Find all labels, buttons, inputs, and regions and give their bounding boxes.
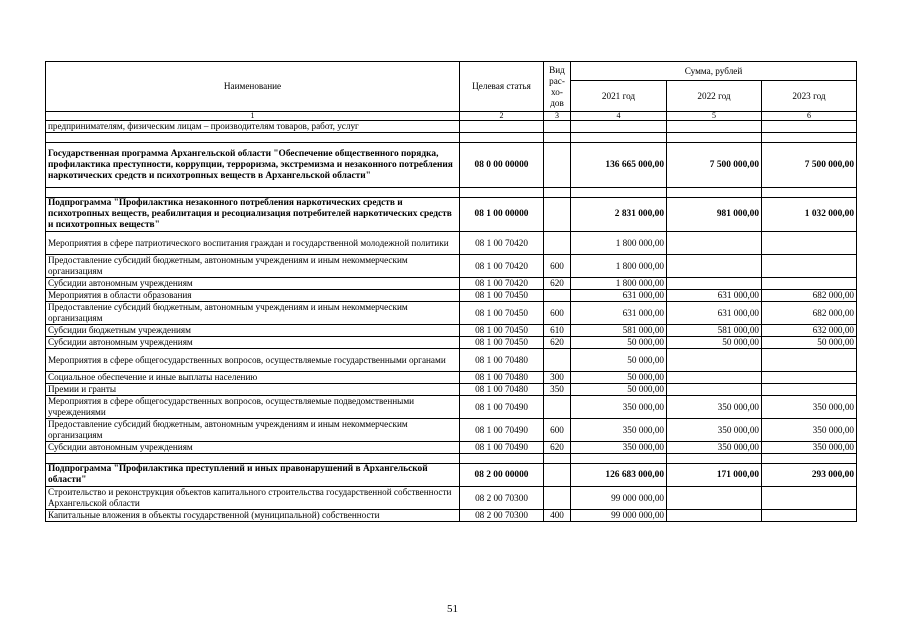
row-amount-2021: 350 000,00 bbox=[571, 442, 667, 454]
row-name: Премии и гранты bbox=[46, 384, 460, 396]
row-amount-2023: 7 500 000,00 bbox=[762, 143, 857, 188]
row-expense-type: 400 bbox=[544, 510, 571, 522]
column-number: 6 bbox=[762, 112, 857, 121]
row-expense-type bbox=[544, 143, 571, 188]
row-amount-2023: 350 000,00 bbox=[762, 442, 857, 454]
row-expense-type bbox=[544, 232, 571, 255]
row-expense-type: 600 bbox=[544, 302, 571, 325]
row-amount-2021: 1 800 000,00 bbox=[571, 255, 667, 278]
row-amount-2021: 50 000,00 bbox=[571, 372, 667, 384]
page-number: 51 bbox=[447, 603, 458, 615]
row-amount-2023: 50 000,00 bbox=[762, 337, 857, 349]
row-expense-type: 600 bbox=[544, 255, 571, 278]
row-amount-2021: 631 000,00 bbox=[571, 302, 667, 325]
row-amount-2021: 126 683 000,00 bbox=[571, 464, 667, 487]
row-target-article bbox=[460, 133, 544, 143]
row-amount-2022 bbox=[667, 278, 762, 290]
row-target-article: 08 1 00 70480 bbox=[460, 349, 544, 372]
row-name: предпринимателям, физическим лицам – производителям товаров, работ, услуг bbox=[46, 121, 460, 133]
row-amount-2021: 99 000 000,00 bbox=[571, 510, 667, 522]
row-target-article: 08 1 00 70490 bbox=[460, 419, 544, 442]
table-row bbox=[46, 198, 857, 232]
row-amount-2021: 350 000,00 bbox=[571, 396, 667, 419]
row-amount-2022: 171 000,00 bbox=[667, 464, 762, 487]
row-name bbox=[46, 133, 460, 143]
row-target-article bbox=[460, 188, 544, 198]
row-amount-2022: 631 000,00 bbox=[667, 290, 762, 302]
column-number: 4 bbox=[571, 112, 667, 121]
header-target: Целевая статья bbox=[460, 62, 544, 112]
row-expense-type: 610 bbox=[544, 325, 571, 337]
row-name: Государственная программа Архангельской области "Обеспечение общественного порядка, профилактика преступности, коррупции, терроризма, экстремизма и незаконного потребления наркотических средств и психотропных веществ в Архангельской области" bbox=[46, 143, 460, 188]
table-row bbox=[46, 396, 857, 419]
row-name: Строительство и реконструкция объектов капитального строительства государственной собственности Архангельской области bbox=[46, 487, 460, 510]
row-amount-2022 bbox=[667, 121, 762, 133]
row-amount-2023 bbox=[762, 232, 857, 255]
table-row bbox=[46, 143, 857, 188]
row-expense-type bbox=[544, 121, 571, 133]
row-target-article: 08 1 00 70450 bbox=[460, 302, 544, 325]
column-number: 2 bbox=[460, 112, 544, 121]
row-expense-type bbox=[544, 133, 571, 143]
row-target-article: 08 1 00 70420 bbox=[460, 255, 544, 278]
header-year-2021: 2021 год bbox=[571, 81, 667, 112]
table-row bbox=[46, 419, 857, 442]
table-row bbox=[46, 255, 857, 278]
table-row bbox=[46, 349, 857, 372]
table-row bbox=[46, 302, 857, 325]
row-amount-2023: 682 000,00 bbox=[762, 302, 857, 325]
row-amount-2023: 350 000,00 bbox=[762, 396, 857, 419]
header-name: Наименование bbox=[46, 62, 460, 112]
table-row bbox=[46, 464, 857, 487]
row-target-article: 08 1 00 70420 bbox=[460, 278, 544, 290]
row-amount-2023 bbox=[762, 487, 857, 510]
row-amount-2021 bbox=[571, 121, 667, 133]
row-amount-2021: 2 831 000,00 bbox=[571, 198, 667, 232]
row-expense-type: 620 bbox=[544, 442, 571, 454]
row-target-article: 08 1 00 70490 bbox=[460, 442, 544, 454]
row-name bbox=[46, 188, 460, 198]
column-number: 3 bbox=[544, 112, 571, 121]
row-amount-2021: 350 000,00 bbox=[571, 419, 667, 442]
row-amount-2023 bbox=[762, 510, 857, 522]
row-amount-2022 bbox=[667, 232, 762, 255]
row-amount-2023 bbox=[762, 121, 857, 133]
row-amount-2022 bbox=[667, 454, 762, 464]
row-target-article: 08 0 00 00000 bbox=[460, 143, 544, 188]
row-name: Социальное обеспечение и иные выплаты населению bbox=[46, 372, 460, 384]
row-amount-2023 bbox=[762, 188, 857, 198]
table-row bbox=[46, 133, 857, 143]
row-amount-2023 bbox=[762, 454, 857, 464]
row-amount-2022: 631 000,00 bbox=[667, 302, 762, 325]
row-amount-2022 bbox=[667, 384, 762, 396]
row-amount-2022: 350 000,00 bbox=[667, 442, 762, 454]
row-amount-2022: 581 000,00 bbox=[667, 325, 762, 337]
row-target-article: 08 1 00 70480 bbox=[460, 372, 544, 384]
row-name: Подпрограмма "Профилактика незаконного потребления наркотических средств и психотропных веществ, реабилитация и ресоциализация потребителей наркотических средств и психотропных веществ" bbox=[46, 198, 460, 232]
row-amount-2021: 99 000 000,00 bbox=[571, 487, 667, 510]
row-amount-2022 bbox=[667, 255, 762, 278]
row-amount-2023 bbox=[762, 372, 857, 384]
budget-table bbox=[45, 61, 857, 522]
row-expense-type bbox=[544, 464, 571, 487]
row-amount-2022: 7 500 000,00 bbox=[667, 143, 762, 188]
row-target-article: 08 1 00 70450 bbox=[460, 290, 544, 302]
table-row bbox=[46, 325, 857, 337]
row-name: Субсидии бюджетным учреждениям bbox=[46, 325, 460, 337]
table-row bbox=[46, 290, 857, 302]
row-amount-2023 bbox=[762, 349, 857, 372]
row-amount-2023 bbox=[762, 133, 857, 143]
row-amount-2022 bbox=[667, 372, 762, 384]
row-name: Предоставление субсидий бюджетным, автономным учреждениям и иным некоммерческим организациям bbox=[46, 255, 460, 278]
header-vid: Вид рас-хо-дов bbox=[544, 62, 571, 112]
row-amount-2021: 631 000,00 bbox=[571, 290, 667, 302]
row-amount-2022 bbox=[667, 349, 762, 372]
table-row bbox=[46, 487, 857, 510]
table-row bbox=[46, 372, 857, 384]
row-name: Предоставление субсидий бюджетным, автономным учреждениям и иным некоммерческим организациям bbox=[46, 302, 460, 325]
row-amount-2023: 682 000,00 bbox=[762, 290, 857, 302]
row-expense-type: 620 bbox=[544, 278, 571, 290]
table-row bbox=[46, 384, 857, 396]
table-row bbox=[46, 232, 857, 255]
row-amount-2022: 350 000,00 bbox=[667, 419, 762, 442]
row-amount-2022: 350 000,00 bbox=[667, 396, 762, 419]
row-amount-2021: 1 800 000,00 bbox=[571, 278, 667, 290]
row-target-article: 08 1 00 00000 bbox=[460, 198, 544, 232]
row-expense-type: 620 bbox=[544, 337, 571, 349]
row-amount-2023: 350 000,00 bbox=[762, 419, 857, 442]
row-amount-2022 bbox=[667, 188, 762, 198]
row-expense-type bbox=[544, 290, 571, 302]
row-name: Капитальные вложения в объекты государственной (муниципальной) собственности bbox=[46, 510, 460, 522]
table-row bbox=[46, 188, 857, 198]
row-amount-2023: 293 000,00 bbox=[762, 464, 857, 487]
row-name: Мероприятия в сфере общегосударственных вопросов, осуществляемые государственными органами bbox=[46, 349, 460, 372]
row-expense-type: 300 bbox=[544, 372, 571, 384]
row-target-article: 08 1 00 70420 bbox=[460, 232, 544, 255]
row-expense-type bbox=[544, 188, 571, 198]
row-expense-type bbox=[544, 487, 571, 510]
row-amount-2022 bbox=[667, 133, 762, 143]
row-amount-2021: 50 000,00 bbox=[571, 337, 667, 349]
row-expense-type: 600 bbox=[544, 419, 571, 442]
row-target-article bbox=[460, 454, 544, 464]
row-name: Мероприятия в сфере общегосударственных вопросов, осуществляемые подведомственными учреждениями bbox=[46, 396, 460, 419]
column-number: 1 bbox=[46, 112, 460, 121]
row-expense-type bbox=[544, 349, 571, 372]
row-name: Субсидии автономным учреждениям bbox=[46, 278, 460, 290]
row-target-article bbox=[460, 121, 544, 133]
row-amount-2021 bbox=[571, 133, 667, 143]
header-sum: Сумма, рублей bbox=[571, 62, 857, 81]
header-year-2023: 2023 год bbox=[762, 81, 857, 112]
row-name: Субсидии автономным учреждениям bbox=[46, 337, 460, 349]
table-row bbox=[46, 510, 857, 522]
row-amount-2021 bbox=[571, 188, 667, 198]
table-row bbox=[46, 121, 857, 133]
row-name: Подпрограмма "Профилактика преступлений и иных правонарушений в Архангельской области" bbox=[46, 464, 460, 487]
row-amount-2023: 1 032 000,00 bbox=[762, 198, 857, 232]
row-target-article: 08 2 00 70300 bbox=[460, 487, 544, 510]
row-target-article: 08 1 00 70450 bbox=[460, 325, 544, 337]
row-amount-2021: 1 800 000,00 bbox=[571, 232, 667, 255]
row-expense-type: 350 bbox=[544, 384, 571, 396]
row-name: Субсидии автономным учреждениям bbox=[46, 442, 460, 454]
row-amount-2021: 50 000,00 bbox=[571, 349, 667, 372]
row-amount-2021 bbox=[571, 454, 667, 464]
row-amount-2022: 50 000,00 bbox=[667, 337, 762, 349]
header-year-2022: 2022 год bbox=[667, 81, 762, 112]
row-amount-2023 bbox=[762, 278, 857, 290]
row-amount-2021: 50 000,00 bbox=[571, 384, 667, 396]
row-expense-type bbox=[544, 454, 571, 464]
row-target-article: 08 1 00 70490 bbox=[460, 396, 544, 419]
row-expense-type bbox=[544, 198, 571, 232]
row-target-article: 08 1 00 70480 bbox=[460, 384, 544, 396]
table-row bbox=[46, 454, 857, 464]
row-target-article: 08 2 00 70300 bbox=[460, 510, 544, 522]
row-name: Предоставление субсидий бюджетным, автономным учреждениям и иным некоммерческим организациям bbox=[46, 419, 460, 442]
row-amount-2021: 136 665 000,00 bbox=[571, 143, 667, 188]
row-amount-2023 bbox=[762, 255, 857, 278]
row-name: Мероприятия в области образования bbox=[46, 290, 460, 302]
row-amount-2022: 981 000,00 bbox=[667, 198, 762, 232]
row-expense-type bbox=[544, 396, 571, 419]
row-amount-2023 bbox=[762, 384, 857, 396]
row-target-article: 08 1 00 70450 bbox=[460, 337, 544, 349]
column-number: 5 bbox=[667, 112, 762, 121]
row-name bbox=[46, 454, 460, 464]
table-row bbox=[46, 442, 857, 454]
table-row bbox=[46, 337, 857, 349]
row-amount-2022 bbox=[667, 510, 762, 522]
row-amount-2021: 581 000,00 bbox=[571, 325, 667, 337]
row-name: Мероприятия в сфере патриотического воспитания граждан и государственной молодежной политики bbox=[46, 232, 460, 255]
row-target-article: 08 2 00 00000 bbox=[460, 464, 544, 487]
table-row bbox=[46, 278, 857, 290]
row-amount-2023: 632 000,00 bbox=[762, 325, 857, 337]
row-amount-2022 bbox=[667, 487, 762, 510]
